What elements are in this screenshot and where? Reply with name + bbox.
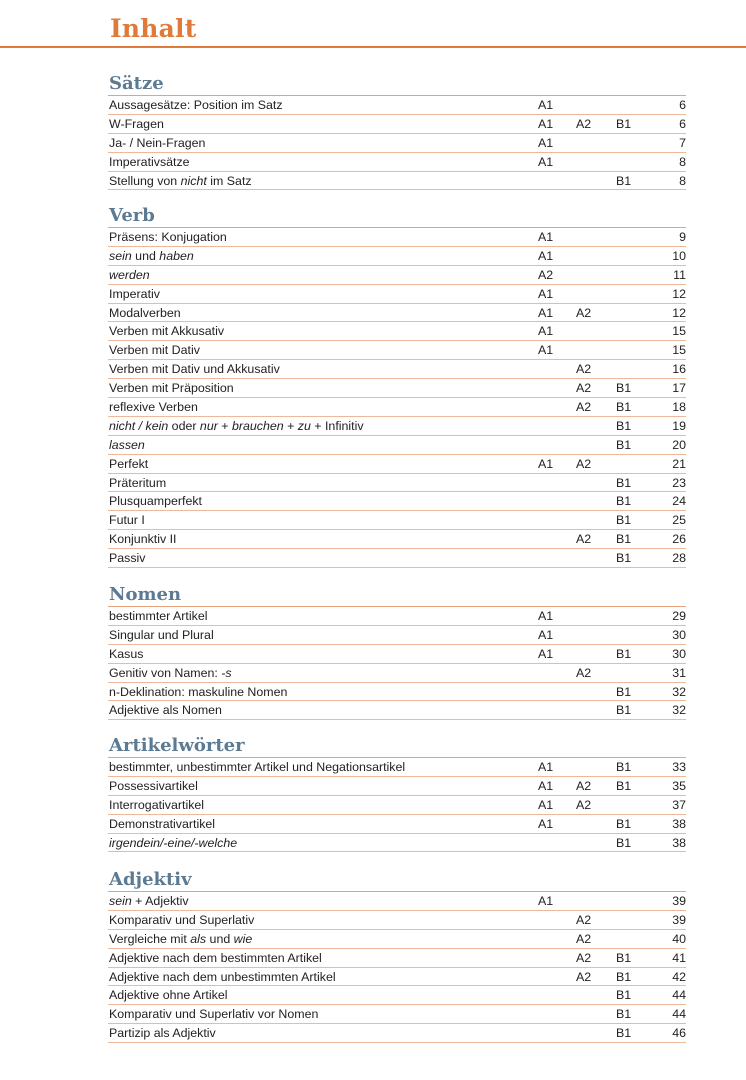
page-number: 44 [672,1007,686,1022]
level-a1: A1 [538,230,554,244]
toc-row [108,492,686,511]
page-number: 19 [672,418,686,433]
toc-entry-label: reflexive Verben [109,400,198,415]
page-number: 20 [672,437,686,452]
toc-entry-label: Kasus [109,646,144,661]
level-a2: A2 [576,381,592,396]
toc-row [108,304,686,323]
toc-section [108,204,686,568]
page-number: 6 [679,98,686,112]
level-a2: A2 [576,665,592,680]
level-b1: B1 [616,988,632,1003]
toc-row [108,777,686,796]
section-title: Verb [109,205,155,226]
toc-row [108,322,686,341]
toc-entry-label: Vergleiche mit als und wie [109,931,253,946]
page-number: 18 [672,400,686,415]
toc-row [108,530,686,549]
toc-entry-label: Konjunktiv II [109,532,177,547]
toc-section [108,868,686,1043]
toc-row [108,834,686,853]
toc-entry-label: sein und haben [109,248,194,263]
level-a2: A2 [576,362,592,377]
level-b1: B1 [616,703,632,718]
toc-row [108,153,686,172]
toc-entry-label: Plusquamperfekt [109,494,202,509]
toc-row [108,930,686,949]
level-b1: B1 [616,646,632,661]
page-number: 15 [672,343,686,358]
level-b1: B1 [616,551,632,566]
level-a2: A2 [576,532,592,547]
level-b1: B1 [616,116,632,131]
section-title: Artikelwörter [109,735,245,756]
toc-entry-label: Komparativ und Superlativ [109,912,255,927]
section-title: Adjektiv [109,869,192,890]
level-a1: A1 [538,343,554,358]
toc-entry-label: Perfekt [109,456,149,471]
page-number: 24 [672,494,686,509]
toc-entry-label: sein + Adjektiv [109,894,189,908]
toc-row [108,379,686,398]
level-a1: A1 [538,305,554,320]
toc-entry-label: Passiv [109,551,146,566]
level-b1: B1 [616,969,632,984]
page-number: 21 [672,456,686,471]
level-a2: A2 [576,456,592,471]
toc-row [108,911,686,930]
page-number: 40 [672,931,686,946]
toc-row [108,436,686,455]
toc-row [108,511,686,530]
page-number: 28 [672,551,686,566]
toc-entry-label: Modalverben [109,305,181,320]
toc-row [108,1024,686,1043]
toc-entry-label: Demonstrativartikel [109,816,216,831]
level-a1: A1 [538,627,554,642]
page-number: 17 [672,381,686,396]
toc-entry-label: Genitiv von Namen: -s [109,665,232,680]
page-number: 11 [673,267,686,282]
page-number: 30 [672,646,686,661]
level-b1: B1 [616,1007,632,1022]
toc-row [108,266,686,285]
level-b1: B1 [616,475,632,490]
toc-row [108,626,686,645]
level-a2: A2 [576,305,592,320]
level-a1: A1 [538,286,554,301]
toc-entry-label: Komparativ und Superlativ vor Nomen [109,1007,319,1022]
page-number: 41 [672,950,686,965]
toc-row [108,758,686,777]
toc-row [108,228,686,247]
level-a2: A2 [576,969,592,984]
level-b1: B1 [616,381,632,396]
toc-row [108,1005,686,1024]
page-number: 33 [672,760,686,774]
toc-row [108,134,686,153]
level-a1: A1 [538,894,554,908]
page-number: 39 [672,894,686,908]
page-title: Inhalt [110,14,197,43]
level-a1: A1 [538,116,554,131]
level-a2: A2 [576,950,592,965]
page-number: 32 [672,703,686,718]
level-a2: A2 [576,931,592,946]
page-number: 30 [672,627,686,642]
level-b1: B1 [616,513,632,528]
level-a2: A2 [576,912,592,927]
page-number: 12 [672,305,686,320]
toc-entry-label: Stellung von nicht im Satz [109,173,252,188]
toc-row [108,892,686,911]
toc-section [108,72,686,190]
page-number: 32 [672,684,686,699]
page-number: 8 [679,154,686,169]
toc-row [108,701,686,720]
toc-entry-label: Verben mit Dativ [109,343,200,358]
toc-row [108,115,686,134]
level-b1: B1 [616,437,632,452]
level-a1: A1 [538,609,554,623]
toc-section [108,734,686,852]
toc-row [108,986,686,1005]
toc-entry-label: Ja- / Nein-Fragen [109,135,206,150]
level-b1: B1 [616,684,632,699]
toc-row [108,247,686,266]
level-b1: B1 [616,816,632,831]
page-number: 39 [672,912,686,927]
toc-entry-label: Partizip als Adjektiv [109,1026,216,1041]
level-a1: A1 [538,778,554,793]
section-title: Sätze [109,73,164,94]
toc-row [108,683,686,702]
page-number: 7 [679,135,686,150]
page-number: 35 [672,778,686,793]
level-b1: B1 [616,760,632,774]
toc-section [108,583,686,720]
page-number: 42 [672,969,686,984]
toc-entry-label: Adjektive nach dem bestimmten Artikel [109,950,322,965]
page-number: 31 [672,665,686,680]
toc-entry-label: Possessivartikel [109,778,198,793]
toc-entry-label: Präsens: Konjugation [109,230,227,244]
toc-entry-label: lassen [109,437,145,452]
toc-entry-label: bestimmter Artikel [109,609,208,623]
toc-row [108,96,686,115]
toc-row [108,360,686,379]
toc-row [108,341,686,360]
toc-row [108,607,686,626]
page-number: 8 [679,173,686,188]
page-number: 9 [679,230,686,244]
page-number: 26 [672,532,686,547]
toc-entry-label: Imperativ [109,286,160,301]
toc-row [108,645,686,664]
level-b1: B1 [616,950,632,965]
level-b1: B1 [616,1026,632,1041]
toc-entry-label: nicht / kein oder nur + brauchen + zu + Infinitiv [109,418,364,433]
page-number: 46 [672,1026,686,1041]
level-b1: B1 [616,400,632,415]
page-number: 38 [672,835,686,850]
level-a1: A1 [538,797,554,812]
toc-entry-label: werden [109,267,150,282]
level-a2: A2 [576,116,592,131]
toc-row [108,172,686,191]
toc-row [108,285,686,304]
page-number: 38 [672,816,686,831]
level-a2: A2 [576,778,592,793]
toc-entry-label: Verben mit Dativ und Akkusativ [109,362,280,377]
level-a1: A1 [538,646,554,661]
toc-row [108,417,686,436]
level-b1: B1 [616,532,632,547]
level-a1: A1 [538,456,554,471]
toc-row [108,664,686,683]
level-b1: B1 [616,418,632,433]
toc-row [108,474,686,493]
toc-entry-label: Adjektive als Nomen [109,703,222,718]
toc-row [108,455,686,474]
toc-entry-label: Adjektive ohne Artikel [109,988,228,1003]
level-a2: A2 [576,797,592,812]
toc-entry-label: Verben mit Akkusativ [109,324,225,339]
level-b1: B1 [616,173,632,188]
toc-row [108,549,686,568]
page-number: 29 [672,609,686,623]
toc-row [108,968,686,987]
toc-row [108,949,686,968]
level-a2: A2 [576,400,592,415]
page-number: 12 [672,286,686,301]
section-title: Nomen [109,584,182,605]
toc-entry-label: W-Fragen [109,116,164,131]
toc-entry-label: Singular und Plural [109,627,214,642]
toc-row [108,815,686,834]
level-b1: B1 [616,778,632,793]
level-a1: A1 [538,98,554,112]
page-number: 37 [672,797,686,812]
level-b1: B1 [616,494,632,509]
toc-entry-label: n-Deklination: maskuline Nomen [109,684,288,699]
toc-entry-label: Imperativsätze [109,154,190,169]
page-number: 6 [679,116,686,131]
page-number: 15 [672,324,686,339]
level-a1: A1 [538,135,554,150]
toc-entry-label: irgendein/-eine/-welche [109,835,238,850]
toc-entry-label: Adjektive nach dem unbestimmten Artikel [109,969,336,984]
level-a1: A2 [538,267,554,282]
level-a1: A1 [538,816,554,831]
level-a1: A1 [538,248,554,263]
page-number: 23 [672,475,686,490]
page-number: 25 [672,513,686,528]
toc-entry-label: Interrogativartikel [109,797,205,812]
level-a1: A1 [538,154,554,169]
toc-row [108,796,686,815]
toc-entry-label: Futur I [109,513,145,528]
toc-entry-label: Verben mit Präposition [109,381,234,396]
toc-row [108,398,686,417]
toc-entry-label: bestimmter, unbestimmter Artikel und Negationsartikel [109,760,406,774]
level-a1: A1 [538,324,554,339]
page-number: 44 [672,988,686,1003]
page-number: 16 [672,362,686,377]
level-b1: B1 [616,835,632,850]
toc-entry-label: Aussagesätze: Position im Satz [109,98,283,112]
toc-entry-label: Präteritum [109,475,167,490]
level-a1: A1 [538,760,554,774]
page-number: 10 [672,248,686,263]
